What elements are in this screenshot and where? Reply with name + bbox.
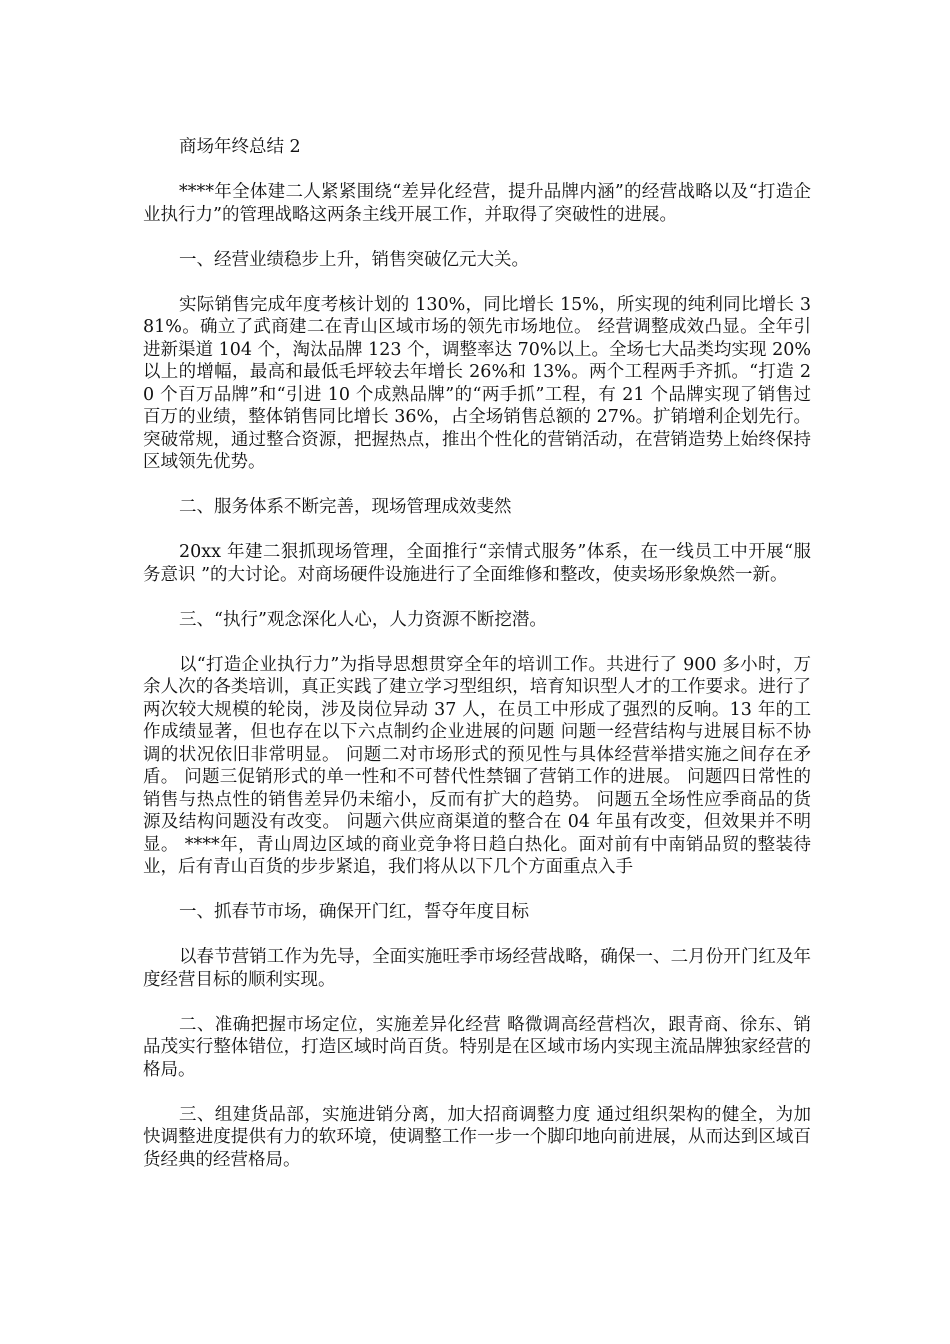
plan-paragraph-3: 三、组建货品部，实施进销分离，加大招商调整力度 通过组织架构的健全，为加快调整进度提供有力的软环境，使调整工作一步一个脚印地向前进展，从而达到区域百货经典的经营格局。 [143,1104,811,1170]
document-title: 商场年终总结 2 [179,137,301,157]
body-paragraph-3: 以“打造企业执行力”为指导思想贯穿全年的培训工作。共进行了 900 多小时，万余人次的各类培训，真正实践了建立学习型组织，培育知识型人才的工作要求。进行了两次较大规模的轮岗，涉及岗位异动 37 人，在员工中形成了强烈的反响。13 年的工作成绩显著，但也存在以下六点制约企业进展的问题 问题一经营结构与进展目标不协调的状况依旧非常明显。 问题二对市场形式的预见性与具体经营举措实施之间存在矛盾。 问题三促销形式的单一性和不可替代性禁锢了营销工作的进展。 问题四日常性的销售与热点性的销售差异仍未缩小，反而有扩大的趋势。 问题五全场性应季商品的货源及结构问题没有改变。 问题六供应商渠道的整合在 04 年虽有改变，但效果并不明显。 ****年，青山周边区域的商业竞争将日趋白热化。面对前有中南销品贸的整装待业，后有青山百货的步步紧追，我们将从以下几个方面重点入手 [143,654,811,877]
plan-paragraph-1: 以春节营销工作为先导，全面实施旺季市场经营战略，确保一、二月份开门红及年度经营目标的顺利实现。 [143,947,811,990]
body-paragraph-1: 实际销售完成年度考核计划的 130%，同比增长 15%，所实现的纯利同比增长 381%。确立了武商建二在青山区域市场的领先市场地位。 经营调整成效凸显。全年引进新渠道 104 个，淘汰品牌 123 个，调整率达 70%以上。全场七大品类均实现 20%以上的增幅，最高和最低毛坪较去年增长 26%和 13%。两个工程两手齐抓。“打造 20 个百万品牌”和“引进 10 个成熟品牌”的“两手抓”工程，有 21 个品牌实现了销售过百万的业绩，整体销售同比增长 36%，占全场销售总额的 27%。扩销增利企划先行。突破常规，通过整合资源，把握热点，推出个性化的营销活动，在营销造势上始终保持区域领先优势。 [143,294,811,472]
document-body [143,136,811,1194]
section-heading-2: 二、服务体系不断完善，现场管理成效斐然 [179,497,512,517]
body-paragraph-2: 20xx 年建二狠抓现场管理，全面推行“亲情式服务”体系，在一线员工中开展“服务意识 ”的大讨论。对商场硬件设施进行了全面维修和整改，使卖场形象焕然一新。 [143,542,811,585]
section-heading-3: 三、“执行”观念深化人心，人力资源不断挖潜。 [179,609,547,630]
plan-heading-1: 一、抓春节市场，确保开门红，誓夺年度目标 [179,902,529,922]
intro-paragraph: ****年全体建二人紧紧围绕“差异化经营，提升品牌内涵”的经营战略以及“打造企业执行力”的管理战略这两条主线开展工作，并取得了突破性的进展。 [143,182,811,225]
section-heading-1: 一、经营业绩稳步上升，销售突破亿元大关。 [179,249,529,270]
plan-paragraph-2: 二、准确把握市场定位，实施差异化经营 略微调高经营档次，跟青商、徐东、销品茂实行整体错位，打造区域时尚百货。特别是在区域市场内实现主流品牌独家经营的格局。 [143,1014,811,1080]
